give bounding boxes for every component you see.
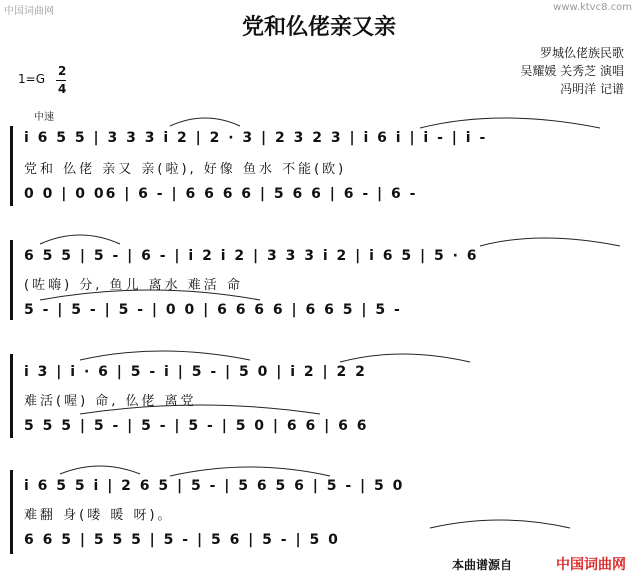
slur (170, 467, 330, 476)
key-signature: 1=G (18, 72, 45, 86)
system-2-lyrics: (咗嗨) 分, 鱼儿 离水 难活 命 (24, 278, 243, 293)
slur (170, 118, 240, 126)
credit-transcriber: 冯明洋 记谱 (560, 82, 624, 96)
system-1-lyrics: 党和 仫佬 亲又 亲(啦), 好像 鱼水 不能(欧) (24, 162, 347, 177)
system-1-harmony: 0 0 | 0 06 | 6 - | 6 6 6 6 | 5 6 6 | 6 - | 6 - (24, 186, 418, 202)
credit-performers: 吴耀媛 关秀芝 演唱 (520, 64, 624, 78)
credit-origin: 罗城仫佬族民歌 (539, 46, 624, 60)
system-2-melody: 6 5 5 | 5 - | 6 - | i 2 i 2 | 3 3 3 i 2 | i 6 5 | 5 · 6 (24, 248, 479, 264)
slur (80, 351, 250, 360)
system-3-harmony: 5 5 5 | 5 - | 5 - | 5 - | 5 0 | 6 6 | 6 6 (24, 418, 369, 434)
slur (430, 520, 570, 528)
time-signature-top: 2 (58, 64, 67, 78)
slur (40, 235, 120, 244)
system-3-lyrics: 难活(喔) 命, 仫佬 离党 (24, 394, 197, 409)
system-2-harmony: 5 - | 5 - | 5 - | 0 0 | 6 6 6 6 | 6 6 5 | 5 - (24, 302, 402, 318)
time-signature-bottom: 4 (58, 82, 67, 96)
system-4-lyrics: 难翻 身(喽 暖 呀)。 (24, 508, 174, 523)
tempo-marking: 中速 (34, 112, 54, 123)
slur (40, 290, 260, 300)
system-4-harmony: 6 6 5 | 5 5 5 | 5 - | 5 6 | 5 - | 5 0 (24, 532, 340, 548)
watermark-right: www.ktvc8.com (553, 2, 632, 13)
slur (60, 466, 140, 474)
footer-site-link[interactable]: 中国词曲网 (556, 557, 626, 573)
slur (340, 354, 470, 362)
footer-source: 本曲谱源自 (452, 558, 513, 572)
system-1-melody: i 6 5 5 | 3 3 3 i 2 | 2 · 3 | 2 3 2 3 | i 6 i | i - | i - (24, 130, 488, 146)
watermark-left: 中国词曲网 (4, 6, 54, 17)
slur (480, 238, 620, 246)
system-4-melody: i 6 5 5 i | 2 6 5 | 5 - | 5 6 5 6 | 5 - | 5 0 (24, 478, 405, 494)
page-title: 党和仫佬亲又亲 (241, 14, 396, 40)
slur (80, 405, 320, 414)
system-3-melody: i 3 | i · 6 | 5 - i | 5 - | 5 0 | i 2 | 2 2 (24, 364, 367, 380)
slur (420, 118, 600, 128)
